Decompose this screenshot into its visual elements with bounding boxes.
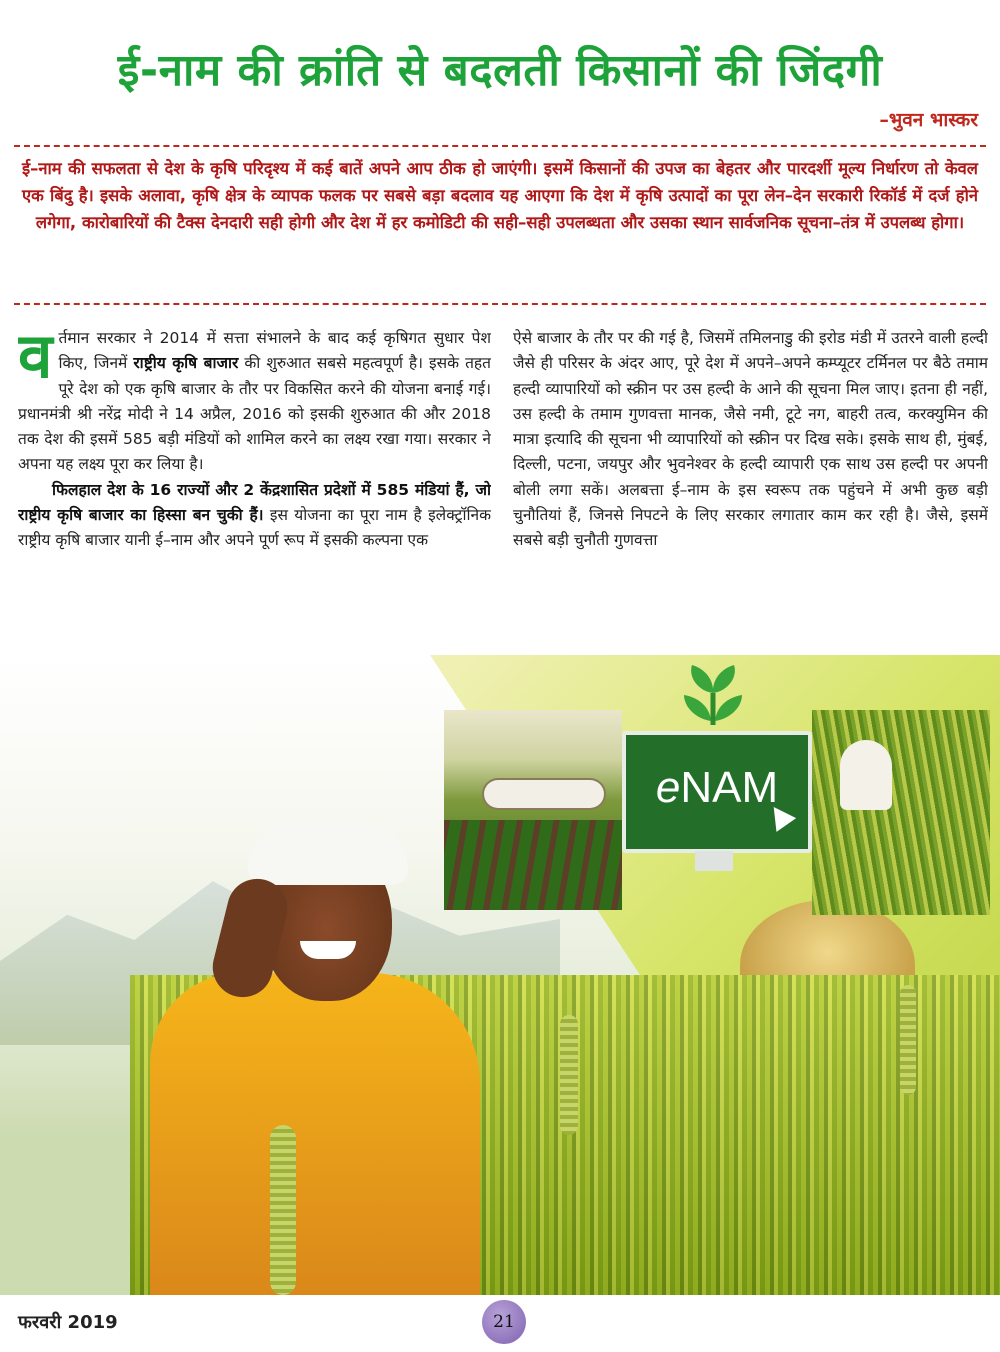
article-summary: ई–नाम की सफलता से देश के कृषि परिदृश्य में कई बातें अपने आप ठीक हो जाएंगी। इसमें किसानों की उपज का बेहतर और पारदर्शी मूल्य निर्धारण तो केवल एक बिंदु है। इसके अलावा, कृषि क्षेत्र के व्यापक फलक पर सबसे बड़ा बदलाव यह आएगा कि देश में कृषि उत्पादों का पूरा लेन–देन सरकारी रिकॉर्ड में दर्ज होने लगेगा, कारोबारियों की टैक्स देनदारी सही होगी और देश में हर कमोडिटी की सही–सही उपलब्धता और उसका स्थान सार्वजनिक सूचना–तंत्र में उपलब्ध होगा। [22,159,978,232]
enam-label-e: e [655,763,681,812]
screen-stand [695,851,733,871]
issue-date: फरवरी 2019 [18,1312,118,1333]
body-paragraph-1 [18,326,491,478]
paragraph-2-bold: फिलहाल देश के 16 राज्यों और 2 केंद्रशासित प्रदेशों में 585 मंडियां हैं, जो राष्ट्रीय कृषि बाजार का हिस्सा बन चुकी हैं। [18,480,491,525]
enam-screen [622,731,812,853]
smiling-farmer-figure [150,823,480,1295]
sprout-logo-icon [678,663,748,728]
farmer-yellow-kurta [150,973,480,1295]
drop-cap: व [18,326,53,392]
millet-stalk [560,1015,578,1135]
farmer-white-turban [248,823,408,885]
body-paragraph-2 [18,478,491,554]
enam-label-rest: NAM [680,763,779,812]
body-column-left [18,326,491,650]
paragraph-1-bold: राष्ट्रीय कृषि बाजार [133,354,239,373]
millet-stalk [270,1125,296,1295]
page-title: ई-नाम की क्रांति से बदलती किसानों की जिंदगी [117,45,883,97]
paragraph-1-text-a: र्तमान सरकार ने 2014 में सत्ता संभालने के बाद कई कृषिगत सुधार पेश किए, जिनमें [58,329,491,373]
body-paragraph-3: ऐसे बाजार के तौर पर की गई है, जिसमें तमिलनाडु की इरोड मंडी में उतरने वाली हल्दी जैसे ही परिसर के अंदर आए, पूरे देश में अपने–अपने कम्प्यूटर टर्मिनल पर बैठे तमाम हल्दी व्यापारियों को स्क्रीन पर उस हल्दी के आने की सूचना मिल जाए। इतना ही नहीं, उस हल्दी के तमाम गुणवत्ता मानक, जैसे नमी, टूटे नग, बाहरी तत्व, करक्युमिन की मात्रा इत्यादि की सूचना भी व्यापारियों को स्क्रीन पर दिख सके। इसके साथ ही, मुंबई, दिल्ली, पटना, जयपुर और भुवनेश्वर के हल्दी व्यापारी एक साथ उस हल्दी पर अपनी बोली लगा सकें। अलबत्ता ई–नाम के इस स्वरूप तक पहुंचने में अभी कुछ बड़ी चुनौतियां हैं, जिनसे निपटने के लिए सरकार लगातार काम कर रही है। जैसे, इसमें सबसे बड़ी चुनौती गुणवत्ता [513,329,988,550]
harvesting-farmer-photo [812,710,990,915]
paragraph-1-text-b: की शुरुआत सबसे महत्वपूर्ण है। इसके तहत पूरे देश को एक कृषि बाजार के तौर पर विकसित करने की योजना बनाई गई। प्रधानमंत्री श्री नरेंद्र मोदी ने 14 अप्रैल, 2016 को इसकी शुरुआत की और 2018 तक देश की इसमें 585 बड़ी मंडियों को शामिल करने का लक्ष्य रखा गया। सरकार ने अपना यह लक्ष्य पूरा कर लिया है। [18,354,491,474]
paragraph-2-text: इस योजना का पूरा नाम है इलेक्ट्रॉनिक राष्ट्रीय कृषि बाजार यानी ई–नाम और अपने पूर्ण रूप में इसकी कल्पना एक [18,506,491,550]
body-column-right [513,326,988,650]
summary-top-divider [14,145,986,147]
page-number: 21 [482,1300,526,1344]
author-byline: –भुवन भास्कर [879,109,978,131]
enam-illustration [0,655,1000,1295]
millet-stalk [900,985,916,1095]
summary-bottom-divider [14,303,986,305]
